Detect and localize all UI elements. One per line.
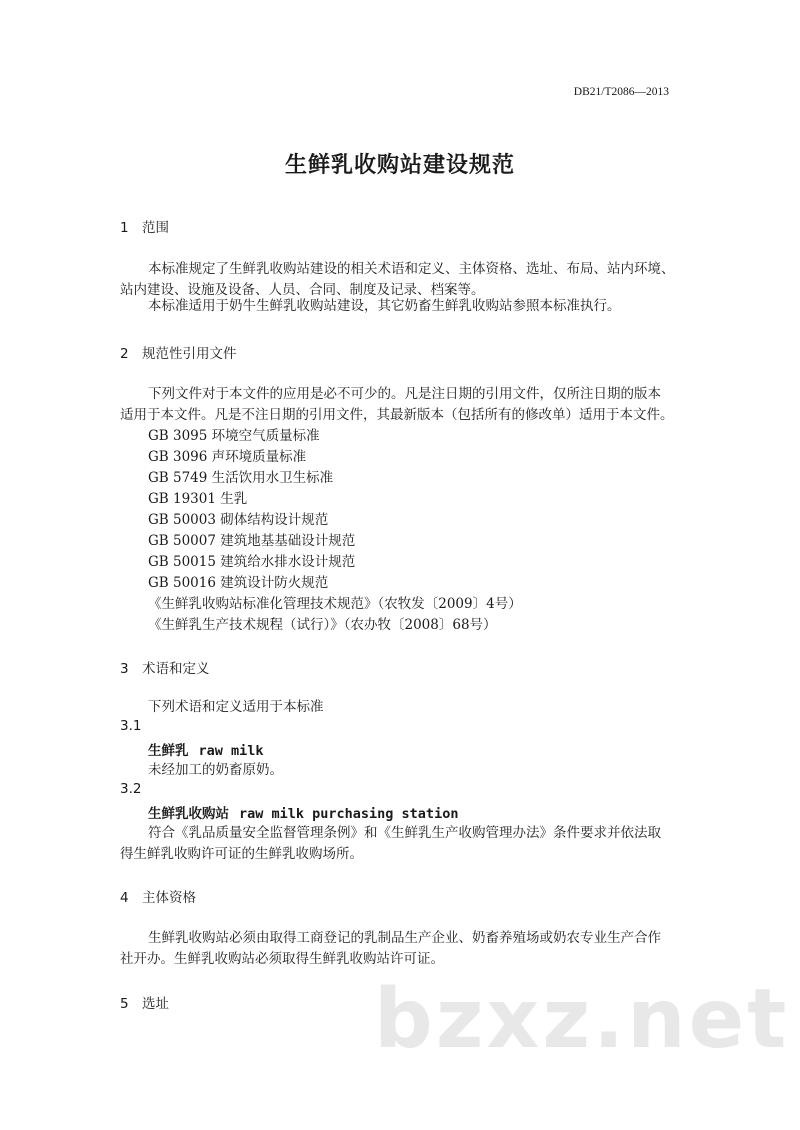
term-title [148, 739, 264, 759]
term-definition: 未经加工的奶畜原奶。 [148, 762, 283, 778]
reference-item: 《生鲜乳生产技术规程（试行）》（农办牧〔2008〕68号） [148, 617, 497, 633]
term-number: 3.1 [120, 718, 142, 734]
section-heading-qualification [120, 886, 196, 906]
section-heading-normative-references [120, 342, 237, 362]
reference-item: GB 50003 砌体结构设计规范 [148, 512, 329, 528]
section-heading-site-selection [120, 992, 169, 1012]
reference-item: GB 50015 建筑给水排水设计规范 [148, 554, 356, 570]
section-heading-scope [120, 216, 169, 236]
paragraph-continuation: 站内建设、设施及设备、人员、合同、制度及记录、档案等。 [120, 282, 485, 298]
reference-item: GB 19301 生乳 [148, 491, 248, 507]
reference-item: GB 50007 建筑地基基础设计规范 [148, 533, 356, 549]
section-heading-terms [120, 657, 210, 677]
section-number: 2 [120, 346, 129, 362]
paragraph-continuation: 适用于本文件。凡是不注日期的引用文件，其最新版本（包括所有的修改单）适用于本文件。 [120, 407, 674, 423]
reference-item: GB 3095 环境空气质量标准 [148, 428, 320, 444]
section-number: 3 [120, 661, 129, 677]
section-number: 5 [120, 996, 129, 1012]
term-en: raw milk [198, 743, 264, 759]
reference-item: GB 5749 生活饮用水卫生标准 [148, 470, 334, 486]
paragraph: 本标准规定了生鲜乳收购站建设的相关术语和定义、主体资格、选址、布局、站内环境、 [148, 261, 675, 277]
paragraph: 生鲜乳收购站必须由取得工商登记的乳制品生产企业、奶畜养殖场或奶农专业生产合作 [148, 930, 661, 946]
term-zh: 生鲜乳收购站 [148, 806, 229, 822]
term-zh: 生鲜乳 [148, 743, 189, 759]
term-definition: 符合《乳品质量安全监督管理条例》和《生鲜乳生产收购管理办法》条件要求并依法取 [148, 825, 661, 841]
section-title: 选址 [142, 996, 169, 1012]
term-definition-continuation: 得生鲜乳收购许可证的生鲜乳收购场所。 [120, 846, 363, 862]
section-number: 4 [120, 890, 129, 906]
section-title: 范围 [142, 220, 169, 236]
section-number: 1 [120, 220, 129, 236]
paragraph: 下列文件对于本文件的应用是必不可少的。凡是注日期的引用文件，仅所注日期的版本 [148, 386, 661, 402]
paragraph: 本标准适用于奶牛生鲜乳收购站建设，其它奶畜生鲜乳收购站参照本标准执行。 [148, 298, 621, 314]
section-title: 术语和定义 [142, 661, 210, 677]
term-title [148, 802, 458, 822]
reference-item: 《生鲜乳收购站标准化管理技术规范》（农牧发〔2009〕4号） [148, 596, 522, 612]
paragraph: 下列术语和定义适用于本标准 [148, 699, 324, 715]
watermark: bzxz.net [374, 972, 790, 1067]
standard-code: DB21/T2086—2013 [573, 86, 669, 98]
reference-item: GB 50016 建筑设计防火规范 [148, 575, 329, 591]
term-number: 3.2 [120, 781, 142, 797]
paragraph-continuation: 社开办。生鲜乳收购站必须取得生鲜乳收购站许可证。 [120, 951, 444, 967]
reference-item: GB 3096 声环境质量标准 [148, 449, 307, 465]
document-title: 生鲜乳收购站建设规范 [284, 153, 515, 178]
term-en: raw milk purchasing station [239, 806, 459, 822]
section-title: 主体资格 [142, 890, 196, 906]
section-title: 规范性引用文件 [142, 346, 237, 362]
